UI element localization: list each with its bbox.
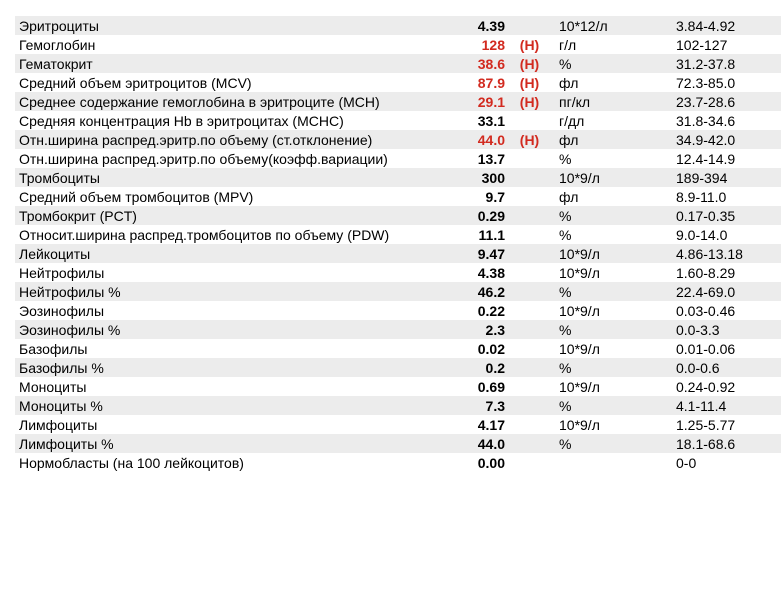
reference-range: 1.60-8.29 xyxy=(676,265,736,281)
test-name: Эозинофилы xyxy=(19,303,105,319)
table-row xyxy=(15,16,781,35)
table-row xyxy=(15,415,781,434)
table-row xyxy=(15,206,781,225)
reference-range: 34.9-42.0 xyxy=(676,132,736,148)
test-name: Нейтрофилы % xyxy=(19,284,121,300)
test-name: Гематокрит xyxy=(19,56,93,72)
reference-range: 0.0-0.6 xyxy=(676,360,720,376)
result-value: 44.0 xyxy=(477,436,505,452)
reference-range: 0.0-3.3 xyxy=(676,322,720,338)
result-value: 13.7 xyxy=(477,151,505,167)
table-row xyxy=(15,377,781,396)
test-name: Эритроциты xyxy=(19,18,99,34)
reference-range: 72.3-85.0 xyxy=(676,75,736,91)
test-name: Лейкоциты xyxy=(19,246,91,262)
unit: % xyxy=(559,322,572,338)
reference-range: 0.17-0.35 xyxy=(676,208,736,224)
lab-results-table xyxy=(15,16,781,472)
result-value: 11.1 xyxy=(478,227,505,243)
reference-range: 31.2-37.8 xyxy=(676,56,736,72)
abnormal-flag: (H) xyxy=(519,37,540,53)
reference-range: 0.24-0.92 xyxy=(676,379,736,395)
unit: г/л xyxy=(559,37,577,53)
reference-range: 102-127 xyxy=(676,37,728,53)
result-value: 44.0 xyxy=(477,132,505,148)
table-row xyxy=(15,244,781,263)
unit: % xyxy=(559,151,572,167)
table-row xyxy=(15,263,781,282)
reference-range: 0.01-0.06 xyxy=(676,341,736,357)
unit: 10*9/л xyxy=(559,170,600,186)
table-row xyxy=(15,282,781,301)
table-row xyxy=(15,130,781,149)
unit: фл xyxy=(559,132,579,148)
result-value: 46.2 xyxy=(477,284,505,300)
reference-range: 0-0 xyxy=(676,455,697,471)
result-value: 2.3 xyxy=(485,322,505,338)
table-row xyxy=(15,301,781,320)
test-name: Средний объем тромбоцитов (MPV) xyxy=(19,189,254,205)
reference-range: 4.1-11.4 xyxy=(676,398,727,414)
table-row xyxy=(15,320,781,339)
test-name: Отн.ширина распред.эритр.по объему (ст.отклонение) xyxy=(19,132,373,148)
result-value: 0.22 xyxy=(477,303,505,319)
result-value: 87.9 xyxy=(477,75,505,91)
abnormal-flag: (H) xyxy=(519,132,540,148)
unit: 10*9/л xyxy=(559,379,600,395)
test-name: Среднее содержание гемоглобина в эритроците (MCH) xyxy=(19,94,380,110)
test-name: Лимфоциты xyxy=(19,417,98,433)
unit: % xyxy=(559,227,572,243)
table-row xyxy=(15,149,781,168)
result-value: 0.2 xyxy=(485,360,505,376)
table-row xyxy=(15,187,781,206)
result-value: 300 xyxy=(481,170,505,186)
reference-range: 18.1-68.6 xyxy=(676,436,736,452)
table-row xyxy=(15,339,781,358)
test-name: Нормобласты (на 100 лейкоцитов) xyxy=(19,455,244,471)
table-row xyxy=(15,168,781,187)
unit: 10*9/л xyxy=(559,417,600,433)
result-value: 7.3 xyxy=(485,398,505,414)
abnormal-flag: (H) xyxy=(519,56,540,72)
reference-range: 23.7-28.6 xyxy=(676,94,736,110)
result-value: 128 xyxy=(481,37,505,53)
test-name: Гемоглобин xyxy=(19,37,96,53)
result-value: 38.6 xyxy=(477,56,505,72)
test-name: Моноциты % xyxy=(19,398,103,414)
result-value: 4.39 xyxy=(477,18,505,34)
table-row xyxy=(15,358,781,377)
unit: % xyxy=(559,436,572,452)
result-value: 9.47 xyxy=(477,246,505,262)
reference-range: 12.4-14.9 xyxy=(676,151,736,167)
reference-range: 3.84-4.92 xyxy=(676,18,736,34)
result-value: 0.00 xyxy=(477,455,505,471)
result-value: 9.7 xyxy=(485,189,505,205)
unit: % xyxy=(559,398,572,414)
test-name: Лимфоциты % xyxy=(19,436,114,452)
result-value: 4.17 xyxy=(477,417,505,433)
unit: фл xyxy=(559,189,579,205)
table-row xyxy=(15,92,781,111)
test-name: Средняя концентрация Hb в эритроцитах (MCHC) xyxy=(19,113,344,129)
reference-range: 22.4-69.0 xyxy=(676,284,736,300)
test-name: Моноциты xyxy=(19,379,87,395)
table-row xyxy=(15,453,781,472)
result-value: 4.38 xyxy=(477,265,505,281)
unit: % xyxy=(559,208,572,224)
unit: 10*12/л xyxy=(559,18,608,34)
unit: % xyxy=(559,284,572,300)
reference-range: 0.03-0.46 xyxy=(676,303,736,319)
table-row xyxy=(15,225,781,244)
abnormal-flag: (H) xyxy=(519,75,540,91)
unit: 10*9/л xyxy=(559,246,600,262)
unit: % xyxy=(559,360,572,376)
table-row xyxy=(15,111,781,130)
abnormal-flag: (H) xyxy=(519,94,540,110)
reference-range: 8.9-11.0 xyxy=(676,189,727,205)
unit: 10*9/л xyxy=(559,265,600,281)
test-name: Тромбокрит (PCT) xyxy=(19,208,137,224)
reference-range: 4.86-13.18 xyxy=(676,246,743,262)
result-value: 29.1 xyxy=(477,94,505,110)
unit: 10*9/л xyxy=(559,341,600,357)
test-name: Средний объем эритроцитов (MCV) xyxy=(19,75,252,91)
result-value: 0.29 xyxy=(477,208,505,224)
reference-range: 9.0-14.0 xyxy=(676,227,728,243)
unit: фл xyxy=(559,75,579,91)
result-value: 33.1 xyxy=(477,113,505,129)
result-value: 0.69 xyxy=(477,379,505,395)
test-name: Относит.ширина распред.тромбоцитов по объему (PDW) xyxy=(19,227,390,243)
table-row xyxy=(15,73,781,92)
unit: г/дл xyxy=(559,113,585,129)
reference-range: 189-394 xyxy=(676,170,728,186)
table-row xyxy=(15,54,781,73)
test-name: Отн.ширина распред.эритр.по объему(коэфф.вариации) xyxy=(19,151,388,167)
test-name: Эозинофилы % xyxy=(19,322,121,338)
unit: % xyxy=(559,56,572,72)
reference-range: 1.25-5.77 xyxy=(676,417,736,433)
table-row xyxy=(15,35,781,54)
test-name: Базофилы % xyxy=(19,360,104,376)
unit: 10*9/л xyxy=(559,303,600,319)
table-row xyxy=(15,396,781,415)
unit: пг/кл xyxy=(559,94,591,110)
reference-range: 31.8-34.6 xyxy=(676,113,736,129)
test-name: Базофилы xyxy=(19,341,88,357)
test-name: Нейтрофилы xyxy=(19,265,105,281)
table-row xyxy=(15,434,781,453)
result-value: 0.02 xyxy=(477,341,505,357)
test-name: Тромбоциты xyxy=(19,170,100,186)
